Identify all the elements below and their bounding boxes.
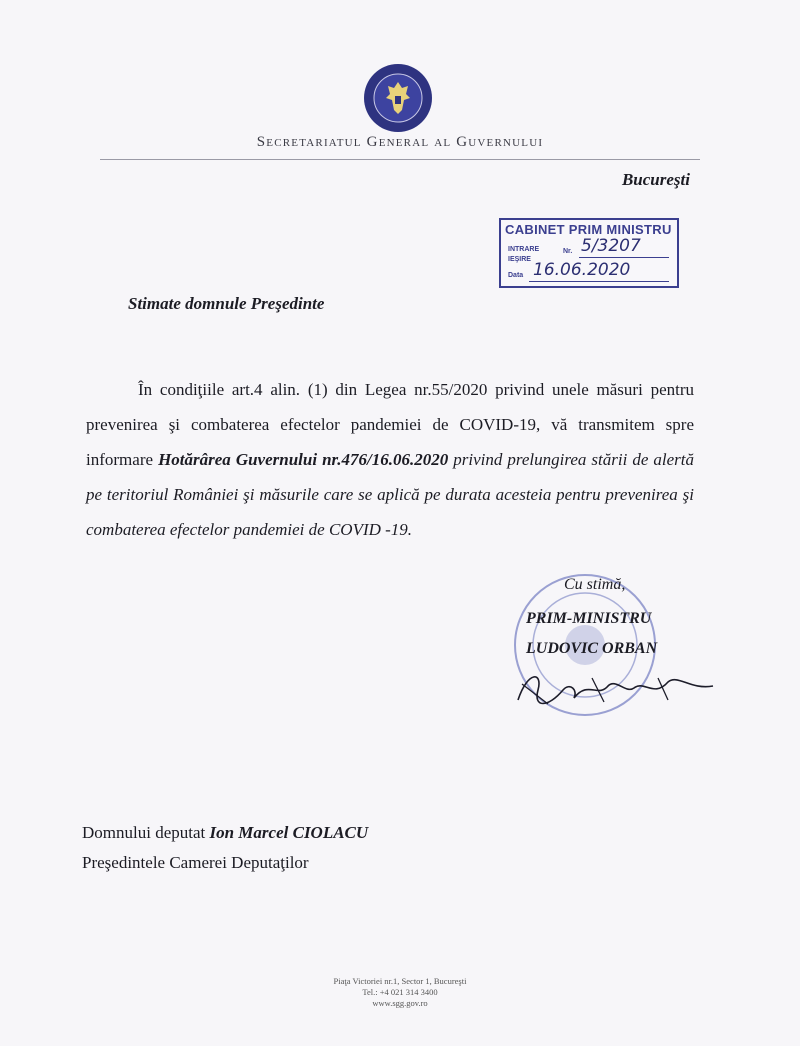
addressee-line-1 xyxy=(82,818,368,848)
organization-name: Secretariatul General al Guvernului xyxy=(256,134,544,150)
stamp-exit-label: IEŞIRE xyxy=(508,256,531,263)
footer-phone: Tel.: +4 021 314 3400 xyxy=(362,987,438,997)
addressee-title: Preşedintele Camerei Deputaţilor xyxy=(82,853,309,872)
signatory-name: LUDOVIC ORBAN xyxy=(526,640,658,657)
handwritten-signature-icon xyxy=(508,660,718,715)
addressee xyxy=(82,818,368,878)
stamp-number-line xyxy=(579,257,669,258)
body-text-intro: În condiţiile art.4 alin. (1) din Legea nr.55/2020 privind unele măsuri pentru prevenirea şi combaterea efectelor pandemiei de COVID-19, vă transmitem spre informare xyxy=(86,380,694,469)
body-text-italic: privind prelungirea stării de alertă pe teritoriul României şi măsurile care se aplică pe durata acesteia pentru prevenirea şi combaterea efectelor pandemiei de COVID -19. xyxy=(86,450,695,539)
footer-address: Piaţa Victoriei nr.1, Sector 1, Bucureşti xyxy=(333,976,467,986)
stamp-date-line xyxy=(529,281,669,282)
addressee-prefix: Domnului deputat xyxy=(82,823,210,842)
stamp-number-label: Nr. xyxy=(563,248,573,255)
registration-stamp xyxy=(499,218,679,288)
stamp-date-value: 16.06.2020 xyxy=(533,260,631,280)
decision-reference: Hotărârea Guvernului nr.476/16.06.2020 xyxy=(158,450,449,469)
stamp-date-label: Data xyxy=(508,272,524,279)
stamp-number-value: 5/3207 xyxy=(581,236,641,256)
header-divider xyxy=(100,159,700,160)
footer-website: www.sgg.gov.ro xyxy=(372,998,428,1008)
letter-paragraph xyxy=(86,372,694,547)
footer xyxy=(0,976,800,1009)
stamp-entry-label: INTRARE xyxy=(508,246,540,253)
government-emblem-icon xyxy=(362,62,434,134)
closing: Cu stimă, xyxy=(564,576,626,593)
city-name: Bucureşti xyxy=(621,170,690,189)
signatory-role: PRIM-MINISTRU xyxy=(526,610,652,627)
addressee-name: Ion Marcel CIOLACU xyxy=(209,823,369,842)
letter-body xyxy=(86,372,694,547)
stamp-title: CABINET PRIM MINISTRU xyxy=(505,222,672,237)
salutation: Stimate domnule Preşedinte xyxy=(128,294,325,313)
